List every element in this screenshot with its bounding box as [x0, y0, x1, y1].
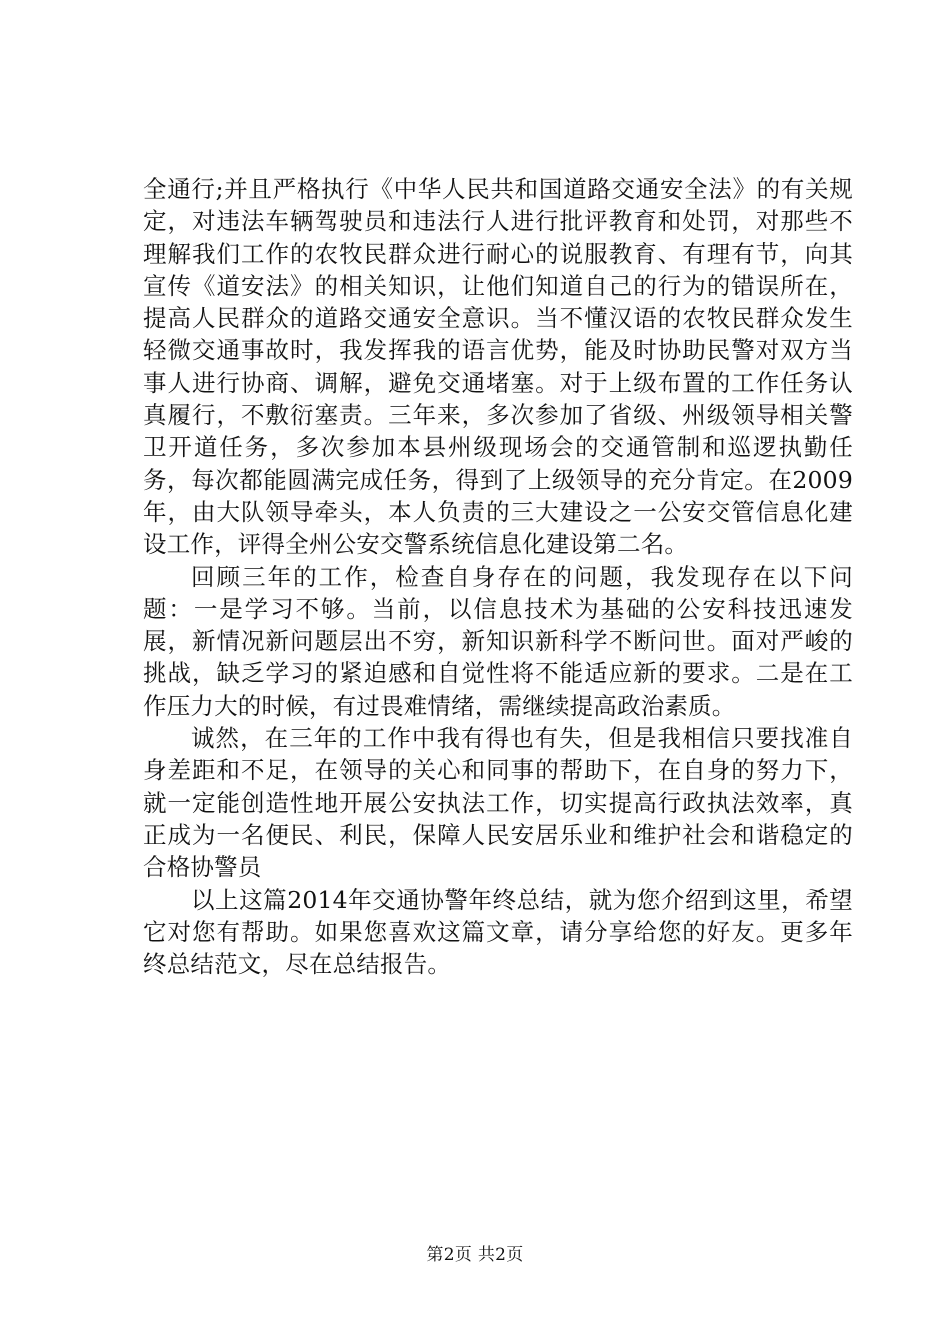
document-body — [143, 173, 853, 980]
paragraph-closing-note: 以上这篇2014年交通协警年终总结，就为您介绍到这里，希望它对您有帮助。如果您喜欢这篇文章，请分享给您的好友。更多年终总结范文，尽在总结报告。 — [143, 885, 853, 979]
paragraph-review-problems: 回顾三年的工作，检查自身存在的问题，我发现存在以下问题：一是学习不够。当前，以信息技术为基础的公安科技迅速发展，新情况新问题层出不穷，新知识新科学不断问世。面对严峻的挑战，缺乏学习的紧迫感和自觉性将不能适应新的要求。二是在工作压力大的时候，有过畏难情绪，需继续提高政治素质。 — [143, 562, 853, 720]
page-number-footer: 第2页 共2页 — [426, 1245, 524, 1265]
paragraph-continuation: 全通行;并且严格执行《中华人民共和国道路交通安全法》的有关规定，对违法车辆驾驶员和违法行人进行批评教育和处罚，对那些不理解我们工作的农牧民群众进行耐心的说服教育、有理有节，向其宣传《道安法》的相关知识，让他们知道自己的行为的错误所在，提高人民群众的道路交通安全意识。当不懂汉语的农牧民群众发生轻微交通事故时，我发挥我的语言优势，能及时协助民警对双方当事人进行协商、调解，避免交通堵塞。对于上级布置的工作任务认真履行，不敷衍塞责。三年来，多次参加了省级、州级领导相关警卫开道任务，多次参加本县州级现场会的交通管制和巡逻执勤任务，每次都能圆满完成任务，得到了上级领导的充分肯定。在2009年，由大队领导牵头，本人负责的三大建设之一公安交管信息化建设工作，评得全州公安交警系统信息化建设第二名。 — [143, 175, 853, 559]
paragraph-conclusion: 诚然，在三年的工作中我有得也有失，但是我相信只要找准自身差距和不足，在领导的关心和同事的帮助下，在自身的努力下，就一定能创造性地开展公安执法工作，切实提高行政执法效率，真正成为一名便民、利民，保障人民安居乐业和维护社会和谐稳定的合格协警员 — [143, 724, 853, 882]
